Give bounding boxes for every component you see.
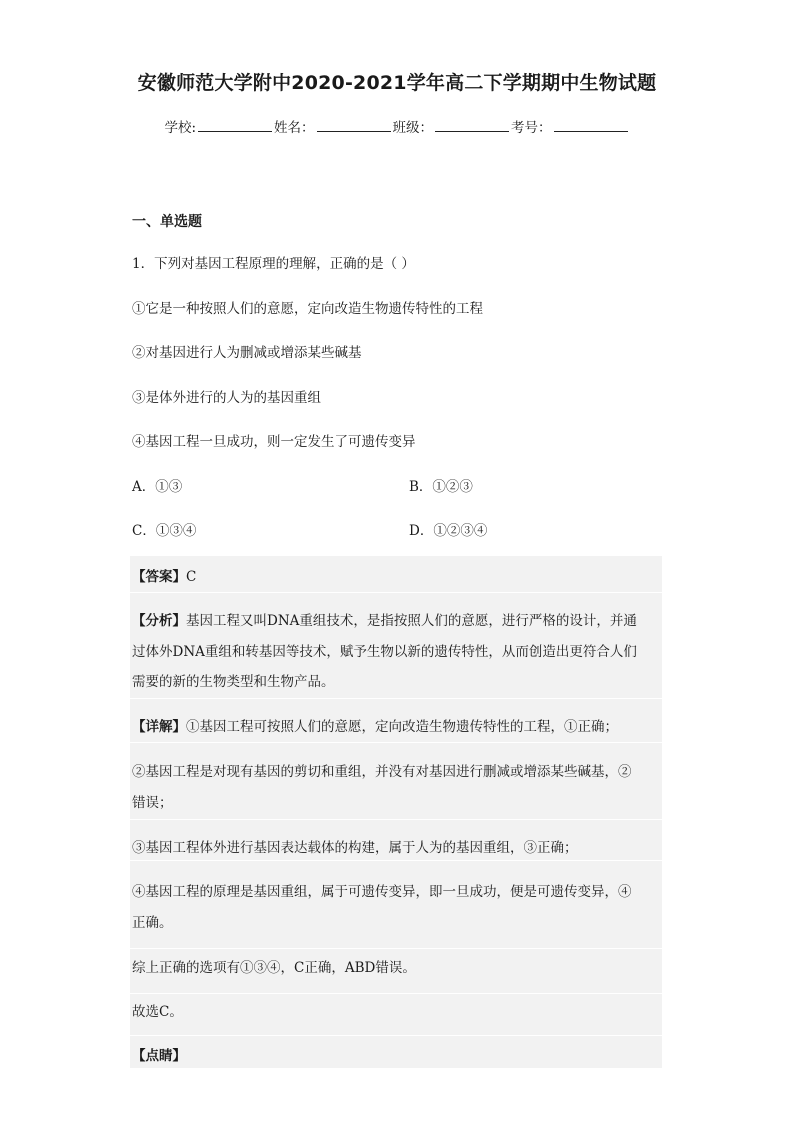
analysis-text-1: 基因工程又叫DNA重组技术，是指按照人们的意愿，进行严格的设计，并通 (186, 613, 637, 629)
question-stem: 1．下列对基因工程原理的理解，正确的是（ ） (132, 256, 415, 272)
school-blank (198, 119, 272, 132)
class-blank (435, 119, 509, 132)
name-blank (317, 119, 391, 132)
name-label: 姓名： (274, 120, 315, 136)
page-title: 安徽师范大学附中2020-2021学年高二下学期期中生物试题 (137, 72, 657, 94)
detail-line-5: ④基因工程的原理是基因重组，属于可遗传变异，即一旦成功，便是可遗传变异，④ (132, 884, 632, 900)
statement-3: ③是体外进行的人为的基因重组 (132, 390, 321, 406)
student-info-line (0, 116, 794, 136)
comment-tag: 【点睛】 (132, 1048, 186, 1064)
detail-tag: 【详解】 (132, 719, 186, 735)
analysis-line-2: 过体外DNA重组和转基因等技术，赋予生物以新的遗传特性，从而创造出更符合人们 (132, 644, 637, 660)
answer-line (132, 565, 196, 585)
detail-line-6: 正确。 (132, 915, 173, 931)
detail-text-1: ①基因工程可按照人们的意愿，定向改造生物遗传特性的工程，①正确； (186, 719, 618, 735)
option-a: A．①③ (132, 479, 183, 495)
summary-line: 综上正确的选项有①③④，C正确，ABD错误。 (132, 960, 416, 976)
option-b: B．①②③ (409, 479, 473, 495)
school-label: 学校: (164, 120, 197, 136)
detail-line-2: ②基因工程是对现有基因的剪切和重组，并没有对基因进行删减或增添某些碱基，② (132, 764, 632, 780)
analysis-line-1 (132, 609, 637, 629)
detail-line-4: ③基因工程体外进行基因表达载体的构建，属于人为的基因重组，③正确； (132, 840, 578, 856)
answer-value: C (186, 569, 197, 585)
analysis-tag: 【分析】 (132, 613, 186, 629)
number-label: 考号： (511, 120, 552, 136)
number-blank (554, 119, 628, 132)
option-d: D．①②③④ (409, 523, 488, 539)
conclusion-line: 故选C。 (132, 1004, 183, 1020)
analysis-line-3: 需要的新的生物类型和生物产品。 (132, 674, 335, 690)
section-heading: 一、单选题 (132, 214, 202, 230)
statement-2: ②对基因进行人为删减或增添某些碱基 (132, 345, 362, 361)
answer-explanation-block (130, 556, 662, 1068)
option-c: C．①③④ (132, 523, 197, 539)
detail-line-3: 错误； (132, 795, 173, 811)
detail-line-1 (132, 715, 618, 735)
statement-1: ①它是一种按照人们的意愿，定向改造生物遗传特性的工程 (132, 301, 483, 317)
answer-tag: 【答案】 (132, 569, 186, 585)
class-label: 班级： (392, 120, 434, 136)
statement-4: ④基因工程一旦成功，则一定发生了可遗传变异 (132, 434, 416, 450)
